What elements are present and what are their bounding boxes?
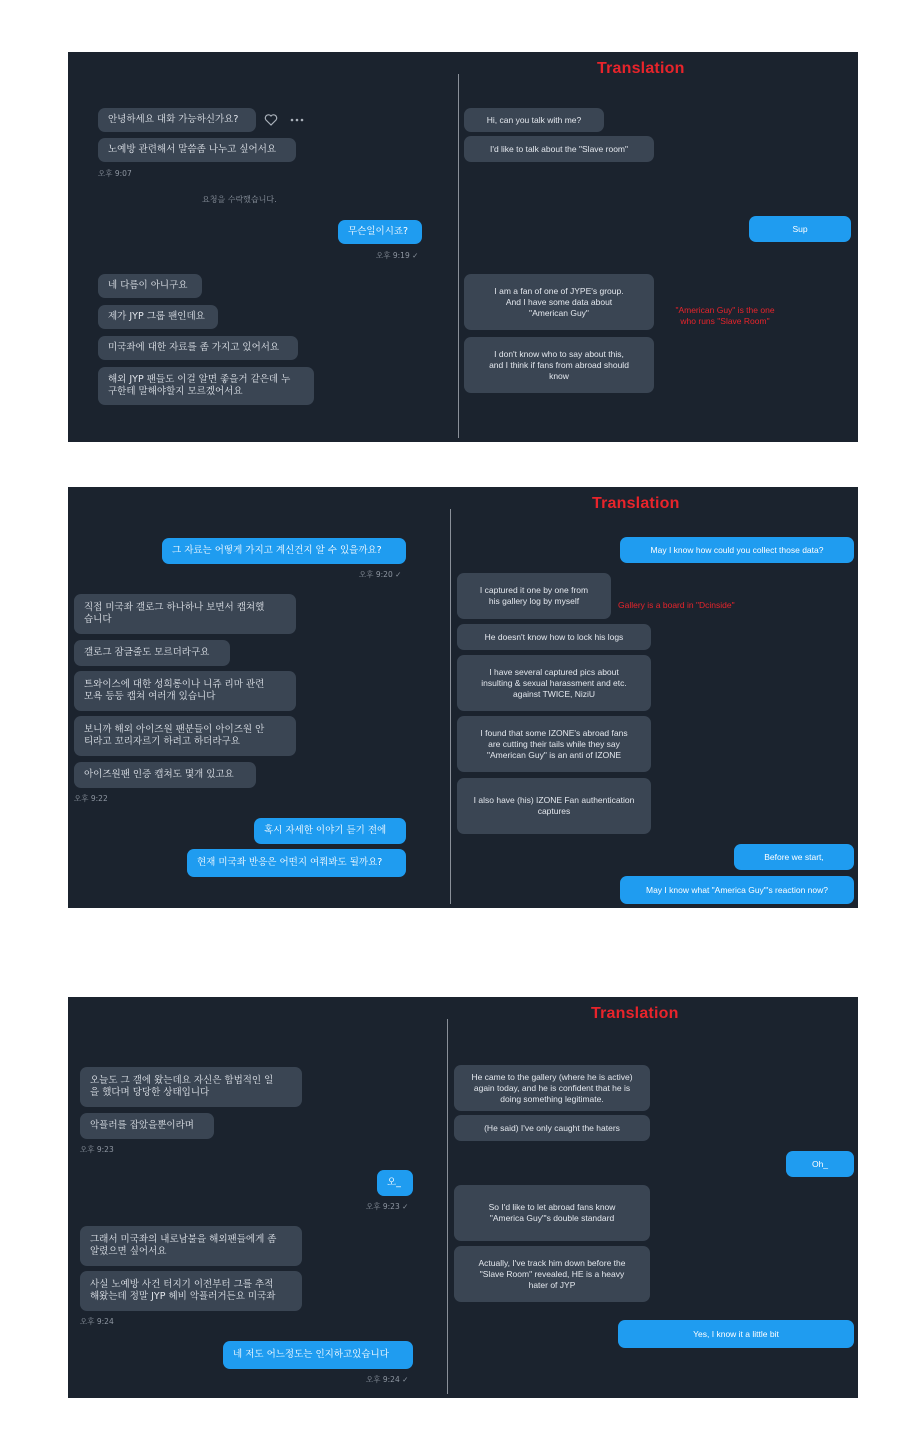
panel-divider [450, 509, 451, 904]
translated-bubble: So I'd like to let abroad fans know "America Guy"'s double standard [454, 1185, 650, 1241]
panel-divider [447, 1019, 448, 1394]
message-bubble: 오늘도 그 갤에 왔는데요 자신은 합법적인 일 을 했다며 당당한 상태입니다 [80, 1067, 302, 1107]
message-bubble: 안녕하세요 대화 가능하신가요? [98, 108, 256, 132]
translated-bubble: Hi, can you talk with me? [464, 108, 604, 132]
translation-title: Translation [591, 1005, 679, 1022]
sent-message-bubble: 그 자료는 어떻게 가지고 계신건지 알 수 있을까요? [162, 538, 406, 564]
system-message: 요청을 수락했습니다. [202, 195, 277, 204]
timestamp: 오후 9:24 [80, 1317, 114, 1326]
message-bubble: 미국좌에 대한 자료를 좀 가지고 있어서요 [98, 336, 298, 360]
timestamp: 오후 9:20 ✓ [359, 570, 402, 579]
timestamp: 오후 9:07 [98, 169, 132, 178]
translated-bubble: I captured it one by one from his gallery log by myself [457, 573, 611, 619]
timestamp: 오후 9:22 [74, 794, 108, 803]
translated-sent-bubble: Before we start, [734, 844, 854, 870]
translator-note: "American Guy" is the one who runs "Slave Room" [675, 305, 775, 326]
translated-bubble: Actually, I've track him down before the "Slave Room" revealed, HE is a heavy hater of JYP [454, 1246, 650, 1302]
message-bubble: 노예방 관련해서 말씀좀 나누고 싶어서요 [98, 138, 296, 162]
translated-bubble: He doesn't know how to lock his logs [457, 624, 651, 650]
message-bubble: 사실 노예방 사건 터지기 이전부터 그를 추적 해왔는데 정말 JYP 헤비 악플러거든요 미국좌 [80, 1271, 302, 1311]
translated-bubble: I have several captured pics about insulting & sexual harassment and etc. against TWICE, NiziU [457, 655, 651, 711]
message-bubble: 제가 JYP 그룹 팬인데요 [98, 305, 218, 329]
message-bubble: 네 다름이 아니구요 [98, 274, 202, 298]
chat-panel-1 [68, 52, 858, 442]
sent-message-bubble: 네 저도 어느정도는 인지하고있습니다 [223, 1341, 413, 1369]
more-dots-icon[interactable] [290, 112, 304, 131]
message-bubble: 아이즈원팬 인증 캡쳐도 몇개 있고요 [74, 762, 256, 788]
chat-panel-2 [68, 487, 858, 908]
translator-note: Gallery is a board in "Dcinside" [618, 600, 735, 610]
heart-reply-icon[interactable] [264, 112, 278, 131]
translated-bubble: I am a fan of one of JYPE's group. And I have some data about "American Guy" [464, 274, 654, 330]
translated-sent-bubble: May I know what "America Guy"'s reaction now? [620, 876, 854, 904]
sent-message-bubble: 현재 미국좌 반응은 어떤지 여쭤봐도 될까요? [187, 849, 406, 877]
translated-sent-bubble: May I know how could you collect those data? [620, 537, 854, 563]
translated-sent-bubble: Sup [749, 216, 851, 242]
timestamp: 오후 9:24 ✓ [366, 1375, 409, 1384]
message-bubble: 보니까 해외 아이즈원 팬분들이 아이즈원 안 티라고 꼬리자르기 하려고 하더라구요 [74, 716, 296, 756]
translation-title: Translation [597, 60, 685, 77]
message-bubble: 갤로그 잠글줄도 모르더라구요 [74, 640, 230, 666]
message-bubble: 악플러를 잡았을뿐이라며 [80, 1113, 214, 1139]
sent-message-bubble: 무슨일이시죠? [338, 220, 422, 244]
message-bubble: 직접 미국좌 갤로그 하나하나 보면서 캡쳐했 습니다 [74, 594, 296, 634]
translation-title: Translation [592, 495, 680, 512]
timestamp: 오후 9:23 [80, 1145, 114, 1154]
translated-bubble: (He said) I've only caught the haters [454, 1115, 650, 1141]
translated-bubble: I don't know who to say about this, and I think if fans from abroad should know [464, 337, 654, 393]
message-bubble: 트와이스에 대한 성희롱이나 니쥬 리마 관련 모욕 등등 캡쳐 여러개 있습니다 [74, 671, 296, 711]
panel-divider [458, 74, 459, 438]
translated-sent-bubble: Oh_ [786, 1151, 854, 1177]
translated-bubble: I found that some IZONE's abroad fans are cutting their tails while they say "American Guy" is an anti of IZONE [457, 716, 651, 772]
timestamp: 오후 9:23 ✓ [366, 1202, 409, 1211]
chat-panel-3 [68, 997, 858, 1398]
translated-bubble: I also have (his) IZONE Fan authentication captures [457, 778, 651, 834]
message-bubble: 그래서 미국좌의 내로남불을 해외팬들에게 좀 알렸으면 싶어서요 [80, 1226, 302, 1266]
translated-sent-bubble: Yes, I know it a little bit [618, 1320, 854, 1348]
message-bubble: 해외 JYP 팬들도 이걸 알면 좋을거 같은데 누 구한테 말해야할지 모르겠어서요 [98, 367, 314, 405]
sent-message-bubble: 혹시 자세한 이야기 듣기 전에 [254, 818, 406, 844]
timestamp: 오후 9:19 ✓ [376, 251, 419, 260]
translated-bubble: He came to the gallery (where he is active) again today, and he is confident that he is doing something legitimate. [454, 1065, 650, 1111]
sent-message-bubble: 오_ [377, 1170, 413, 1196]
translated-bubble: I'd like to talk about the "Slave room" [464, 136, 654, 162]
